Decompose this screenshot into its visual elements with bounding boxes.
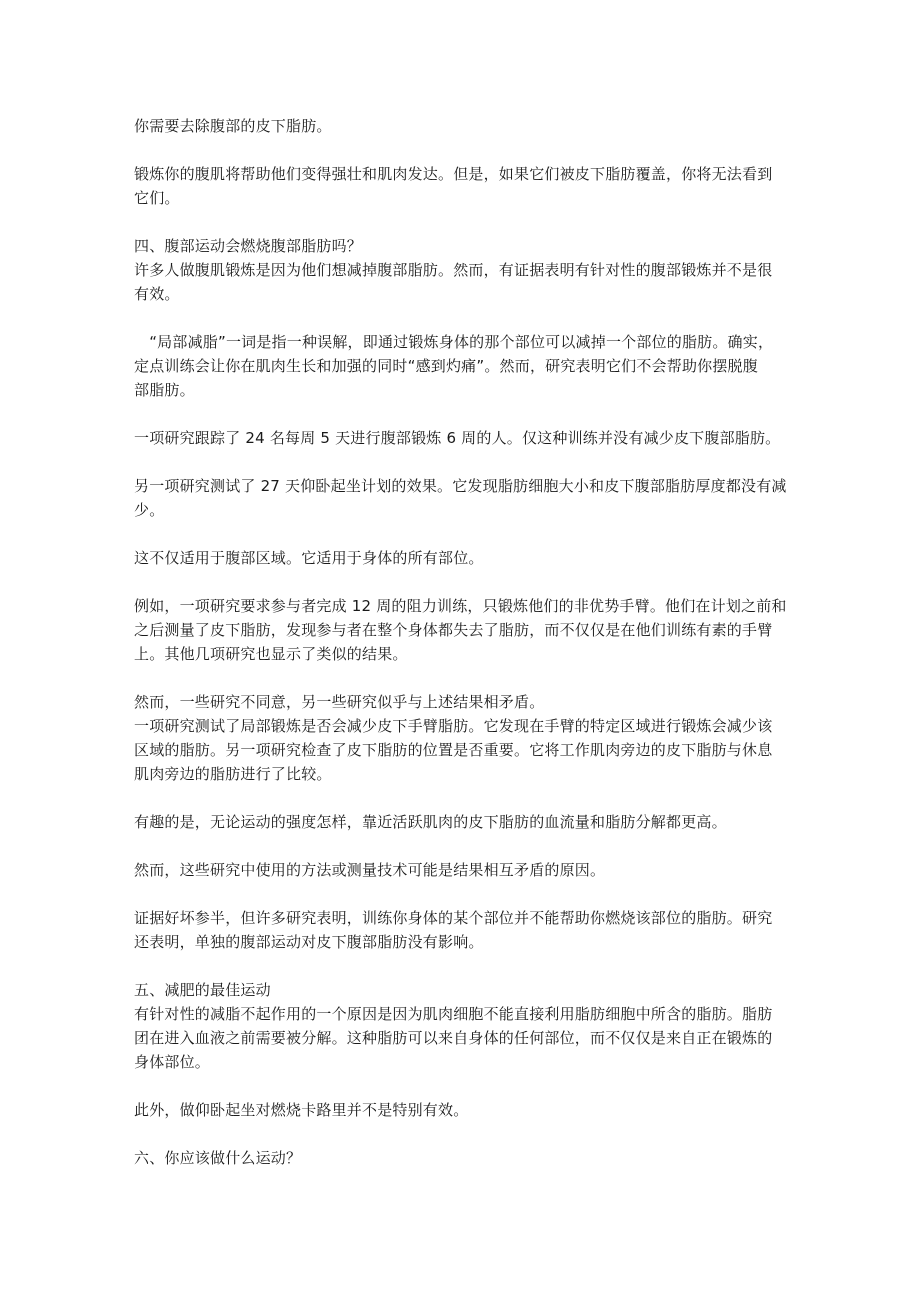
text-line: 此外，做仰卧起坐对燃烧卡路里并不是特别有效。 <box>134 1101 469 1119</box>
text-line: 五、减肥的最佳运动 <box>134 981 271 999</box>
text-line: 许多人做腹肌锻炼是因为他们想减掉腹部脂肪。然而，有证据表明有针对性的腹部锻炼并不是很 <box>134 261 773 279</box>
text-line: 身体部位。 <box>134 1053 211 1071</box>
paragraph <box>134 546 796 570</box>
paragraph <box>134 978 796 1002</box>
paragraph <box>134 1146 796 1170</box>
paragraph <box>134 162 796 210</box>
text-line: 定点训练会让你在肌肉生长和加强的同时“感到灼痛”。然而，研究表明它们不会帮助你摆脱腹 <box>134 357 758 375</box>
text-line: 有趣的是，无论运动的强度怎样，靠近活跃肌肉的皮下脂肪的血流量和脂肪分解都更高。 <box>134 813 727 831</box>
text-line: 还表明，单独的腹部运动对皮下腹部脂肪没有影响。 <box>134 933 484 951</box>
text-line: 部脂肪。 <box>134 381 195 399</box>
text-line: 证据好坏参半，但许多研究表明，训练你身体的某个部位并不能帮助你燃烧该部位的脂肪。研究 <box>134 909 773 927</box>
paragraph <box>134 474 796 522</box>
text-line: 区域的脂肪。另一项研究检查了皮下脂肪的位置是否重要。它将工作肌肉旁边的皮下脂肪与休息 <box>134 741 773 759</box>
text-line: 锻炼你的腹肌将帮助他们变得强壮和肌肉发达。但是，如果它们被皮下脂肪覆盖，你将无法看到 <box>134 165 773 183</box>
text-line: 然而，这些研究中使用的方法或测量技术可能是结果相互矛盾的原因。 <box>134 861 606 879</box>
paragraph <box>134 810 796 834</box>
text-line: 然而，一些研究不同意，另一些研究似乎与上述结果相矛盾。 <box>134 693 545 711</box>
text-line: 一项研究跟踪了 24 名每周 5 天进行腹部锻炼 6 周的人。仅这种训练并没有减少皮下腹部脂肪。 <box>134 429 781 447</box>
text-line: 有效。 <box>134 285 180 303</box>
text-line: 团在进入血液之前需要被分解。这种脂肪可以来自身体的任何部位，而不仅仅是来自正在锻炼的 <box>134 1029 773 1047</box>
paragraph <box>134 426 796 450</box>
paragraph <box>134 906 796 954</box>
text-line: 例如，一项研究要求参与者完成 12 周的阻力训练，只锻炼他们的非优势手臂。他们在计划之前和 <box>134 597 787 615</box>
text-line: 有针对性的减脂不起作用的一个原因是因为肌肉细胞不能直接利用脂肪细胞中所含的脂肪。脂肪 <box>134 1005 773 1023</box>
paragraph <box>134 1098 796 1122</box>
text-line: 肌肉旁边的脂肪进行了比较。 <box>134 765 332 783</box>
text-line: 之后测量了皮下脂肪，发现参与者在整个身体都失去了脂肪，而不仅仅是在他们训练有素的手臂 <box>134 621 773 639</box>
text-line: 六、你应该做什么运动？ <box>134 1149 302 1167</box>
text-line: 四、腹部运动会燃烧腹部脂肪吗？ <box>134 237 363 255</box>
text-line: 你需要去除腹部的皮下脂肪。 <box>134 117 332 135</box>
paragraph <box>134 714 796 786</box>
paragraph <box>134 234 796 258</box>
paragraph <box>134 258 796 306</box>
text-line: 上。其他几项研究也显示了类似的结果。 <box>134 645 408 663</box>
paragraph <box>134 594 796 666</box>
text-line: 一项研究测试了局部锻炼是否会减少皮下手臂脂肪。它发现在手臂的特定区域进行锻炼会减少该 <box>134 717 773 735</box>
text-line: 少。 <box>134 501 165 519</box>
text-line: 另一项研究测试了 27 天仰卧起坐计划的效果。它发现脂肪细胞大小和皮下腹部脂肪厚度都没有减 <box>134 477 787 495</box>
text-line: “局部减脂”一词是指一种误解，即通过锻炼身体的那个部位可以减掉一个部位的脂肪。确实， <box>134 333 774 351</box>
paragraph <box>134 330 796 402</box>
paragraph <box>134 858 796 882</box>
text-line: 这不仅适用于腹部区域。它适用于身体的所有部位。 <box>134 549 484 567</box>
paragraph <box>134 690 796 714</box>
text-line: 它们。 <box>134 189 180 207</box>
document-body <box>134 114 796 1194</box>
paragraph <box>134 1002 796 1074</box>
paragraph <box>134 114 796 138</box>
